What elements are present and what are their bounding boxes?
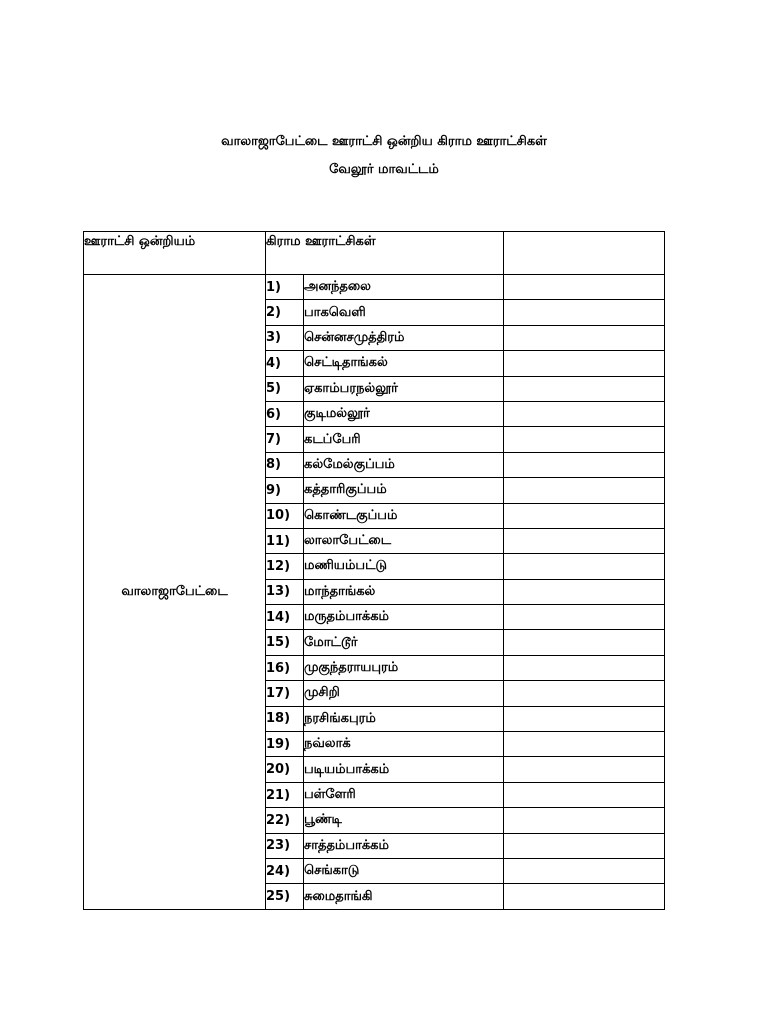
empty-cell [504, 757, 665, 782]
village-name: மோட்டூர் [304, 630, 504, 655]
row-number: 7) [266, 427, 304, 452]
empty-cell [504, 858, 665, 883]
empty-cell [504, 554, 665, 579]
row-number: 5) [266, 376, 304, 401]
row-number: 23) [266, 833, 304, 858]
empty-cell [504, 808, 665, 833]
header-extra [504, 232, 665, 275]
empty-cell [504, 833, 665, 858]
village-name: சென்னசமுத்திரம் [304, 325, 504, 350]
village-name: பள்ளேரி [304, 782, 504, 807]
row-number: 8) [266, 452, 304, 477]
empty-cell [504, 681, 665, 706]
village-name: பாகவெளி [304, 300, 504, 325]
row-number: 15) [266, 630, 304, 655]
row-number: 6) [266, 401, 304, 426]
village-name: கொண்டகுப்பம் [304, 503, 504, 528]
village-name: செட்டிதாங்கல் [304, 351, 504, 376]
village-name: மாந்தாங்கல் [304, 579, 504, 604]
empty-cell [504, 528, 665, 553]
village-name: மருதம்பாக்கம் [304, 605, 504, 630]
empty-cell [504, 351, 665, 376]
village-name: குடிமல்லூர் [304, 401, 504, 426]
row-number: 1) [266, 275, 304, 300]
empty-cell [504, 782, 665, 807]
row-number: 21) [266, 782, 304, 807]
village-name: கடப்பேரி [304, 427, 504, 452]
village-name: பூண்டி [304, 808, 504, 833]
empty-cell [504, 630, 665, 655]
row-number: 12) [266, 554, 304, 579]
empty-cell [504, 579, 665, 604]
row-number: 11) [266, 528, 304, 553]
row-number: 13) [266, 579, 304, 604]
empty-cell [504, 655, 665, 680]
village-name: மணியம்பட்டு [304, 554, 504, 579]
document-title [0, 128, 768, 184]
row-number: 18) [266, 706, 304, 731]
row-number: 25) [266, 884, 304, 909]
empty-cell [504, 503, 665, 528]
village-name: படியம்பாக்கம் [304, 757, 504, 782]
table-row [84, 275, 665, 300]
empty-cell [504, 376, 665, 401]
union-name-cell: வாலாஜாபேட்டை [84, 275, 266, 910]
village-name: அனந்தலை [304, 275, 504, 300]
village-panchayat-table [83, 231, 665, 910]
row-number: 17) [266, 681, 304, 706]
village-name: சாத்தம்பாக்கம் [304, 833, 504, 858]
table-header-row [84, 232, 665, 275]
empty-cell [504, 275, 665, 300]
row-number: 4) [266, 351, 304, 376]
empty-cell [504, 478, 665, 503]
row-number: 14) [266, 605, 304, 630]
village-name: முசிறி [304, 681, 504, 706]
village-name: லாலாபேட்டை [304, 528, 504, 553]
village-name: கல்மேல்குப்பம் [304, 452, 504, 477]
header-union: ஊராட்சி ஒன்றியம் [84, 232, 266, 275]
village-name: நரசிங்கபுரம் [304, 706, 504, 731]
empty-cell [504, 300, 665, 325]
empty-cell [504, 732, 665, 757]
empty-cell [504, 884, 665, 909]
row-number: 16) [266, 655, 304, 680]
title-line-1: வாலாஜாபேட்டை ஊராட்சி ஒன்றிய கிராம ஊராட்சிகள் [221, 134, 547, 149]
header-villages: கிராம ஊராட்சிகள் [266, 232, 504, 275]
empty-cell [504, 605, 665, 630]
row-number: 19) [266, 732, 304, 757]
row-number: 24) [266, 858, 304, 883]
village-name: கத்தாரிகுப்பம் [304, 478, 504, 503]
village-name: நவ்லாக் [304, 732, 504, 757]
empty-cell [504, 452, 665, 477]
row-number: 3) [266, 325, 304, 350]
row-number: 2) [266, 300, 304, 325]
row-number: 9) [266, 478, 304, 503]
row-number: 10) [266, 503, 304, 528]
village-name: முகுந்தராயபுரம் [304, 655, 504, 680]
empty-cell [504, 325, 665, 350]
empty-cell [504, 706, 665, 731]
title-line-2: வேலூர் மாவட்டம் [329, 162, 439, 177]
row-number: 20) [266, 757, 304, 782]
row-number: 22) [266, 808, 304, 833]
empty-cell [504, 427, 665, 452]
table-body [84, 275, 665, 910]
village-name: சுமைதாங்கி [304, 884, 504, 909]
village-name: செங்காடு [304, 858, 504, 883]
empty-cell [504, 401, 665, 426]
village-name: ஏகாம்பரநல்லூர் [304, 376, 504, 401]
